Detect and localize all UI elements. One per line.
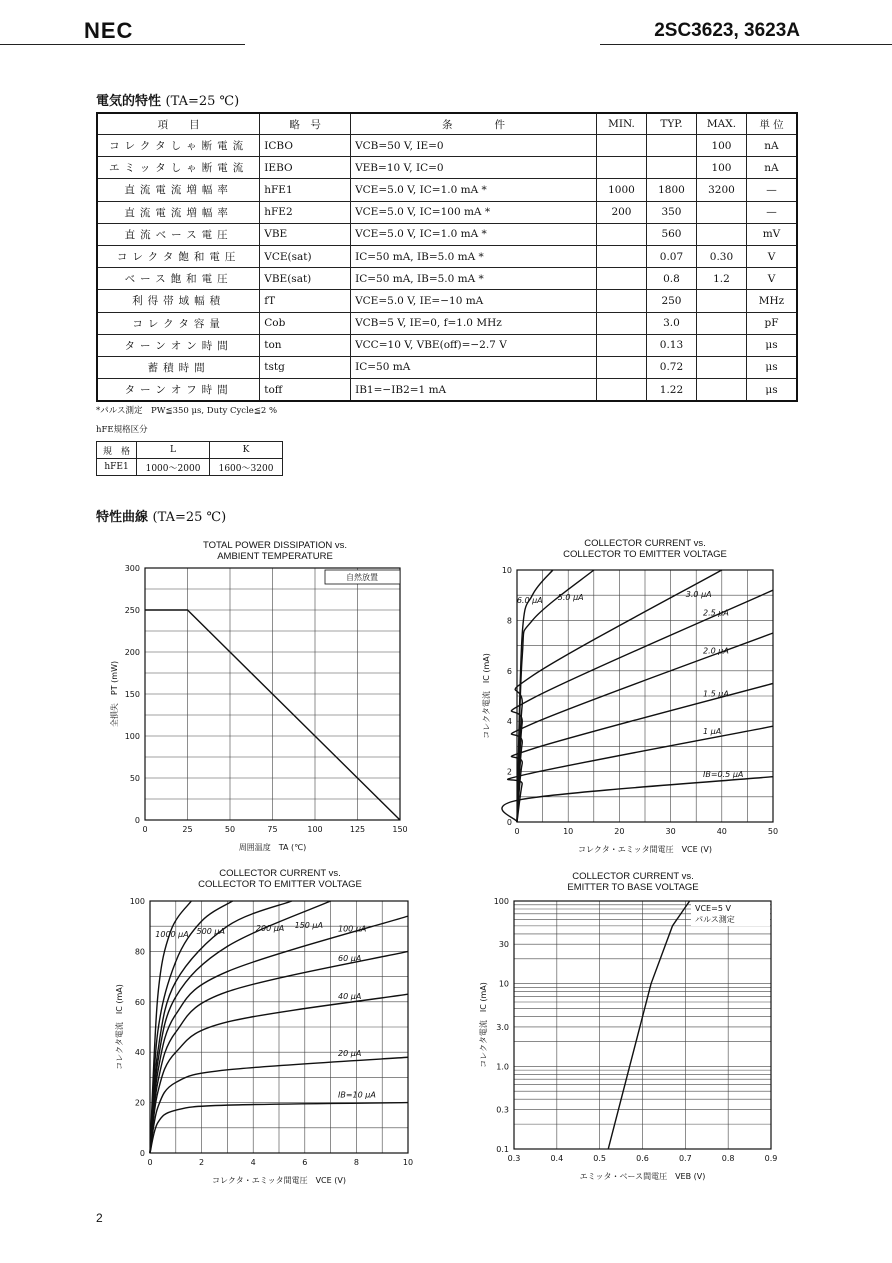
cell-item: 直流電流増幅率 bbox=[97, 201, 260, 223]
annotation: 自然放置 bbox=[346, 573, 378, 582]
cell-unit: μs bbox=[746, 379, 797, 402]
cell-typ: 560 bbox=[646, 223, 696, 245]
cell-typ: 0.13 bbox=[646, 334, 696, 356]
cell-unit: μs bbox=[746, 356, 797, 378]
x-tick-label: 10 bbox=[563, 827, 574, 836]
y-axis-label: 全損失 PT (mW) bbox=[110, 660, 119, 728]
x-tick-label: 40 bbox=[716, 827, 727, 836]
x-axis-label: エミッタ・ベース間電圧 VEB (V) bbox=[579, 1172, 706, 1181]
hfe-class-title: hFE規格区分 bbox=[96, 425, 148, 435]
hfe-class-r2: 1000～2000 bbox=[137, 459, 210, 476]
cell-unit: — bbox=[746, 201, 797, 223]
y-tick-label: 0 bbox=[506, 818, 512, 827]
cell-typ: 0.8 bbox=[646, 268, 696, 290]
cell-cond: VCE=5.0 V, IC=1.0 mA * bbox=[351, 179, 597, 201]
page-number: 2 bbox=[96, 1211, 103, 1225]
series-label: 20 μA bbox=[338, 1049, 362, 1059]
cell-item: コレクタしゃ断電流 bbox=[97, 135, 260, 157]
series-line bbox=[608, 901, 689, 1149]
y-tick-label: 10 bbox=[498, 979, 509, 989]
y-tick-label: 3.0 bbox=[496, 1022, 509, 1032]
cell-max: 1.2 bbox=[696, 268, 746, 290]
chart-title-line2: COLLECTOR TO EMITTER VOLTAGE bbox=[198, 879, 362, 890]
y-axis-label: コレクタ電流 IC (mA) bbox=[482, 653, 491, 739]
y-tick-label: 20 bbox=[134, 1098, 145, 1108]
cell-typ: 0.07 bbox=[646, 245, 696, 267]
hfe-class-r1: hFE1 bbox=[97, 459, 137, 476]
x-tick-label: 150 bbox=[392, 825, 408, 834]
cell-item: ターンオフ時間 bbox=[97, 379, 260, 402]
cell-typ: 0.72 bbox=[646, 356, 696, 378]
cell-cond: IC=50 mA, IB=5.0 mA * bbox=[351, 268, 597, 290]
y-tick-label: 0.3 bbox=[496, 1105, 509, 1115]
chart-title-line2: EMITTER TO BASE VOLTAGE bbox=[567, 882, 699, 893]
cell-max: 100 bbox=[696, 157, 746, 179]
cell-typ: 1800 bbox=[646, 179, 696, 201]
x-tick-label: 0.7 bbox=[678, 1154, 692, 1163]
cell-max: 100 bbox=[696, 135, 746, 157]
cell-typ: 3.0 bbox=[646, 312, 696, 334]
chart-title-line1: TOTAL POWER DISSIPATION vs. bbox=[202, 540, 348, 551]
cell-max: 3200 bbox=[696, 179, 746, 201]
x-tick-label: 0 bbox=[142, 825, 148, 834]
y-tick-label: 40 bbox=[134, 1048, 145, 1058]
section2-title-text: 特性曲線 bbox=[96, 510, 149, 525]
cell-item: コレクタ飽和電圧 bbox=[97, 245, 260, 267]
x-tick-label: 0.9 bbox=[764, 1154, 778, 1163]
cell-item: エミッタしゃ断電流 bbox=[97, 157, 260, 179]
cell-sym: Cob bbox=[260, 312, 351, 334]
y-tick-label: 30 bbox=[498, 940, 509, 950]
y-tick-label: 8 bbox=[506, 616, 512, 626]
y-tick-label: 150 bbox=[124, 690, 140, 699]
cell-unit: μs bbox=[746, 334, 797, 356]
cell-unit: nA bbox=[746, 157, 797, 179]
series-line bbox=[511, 633, 773, 822]
series-label: 60 μA bbox=[338, 954, 362, 964]
x-tick-label: 20 bbox=[614, 827, 625, 836]
cell-cond: VCB=5 V, IE=0, f=1.0 MHz bbox=[351, 312, 597, 334]
chart-title-line1: COLLECTOR CURRENT vs. bbox=[584, 538, 706, 549]
cell-cond: VCE=5.0 V, IE=−10 mA bbox=[351, 290, 597, 312]
y-tick-label: 4 bbox=[506, 717, 512, 727]
x-tick-label: 75 bbox=[267, 825, 278, 834]
cell-typ: 250 bbox=[646, 290, 696, 312]
x-tick-label: 0.5 bbox=[593, 1154, 607, 1163]
cell-unit: — bbox=[746, 179, 797, 201]
col-header-condition: 条 件 bbox=[351, 113, 597, 135]
cell-item: 直流ベース電圧 bbox=[97, 223, 260, 245]
x-tick-label: 125 bbox=[349, 825, 366, 834]
y-tick-label: 100 bbox=[129, 897, 145, 906]
x-tick-label: 2 bbox=[199, 1158, 205, 1167]
section-title-text: 電気的特性 bbox=[96, 94, 162, 109]
series-label: 1.5 μA bbox=[703, 689, 729, 699]
series-label: 1 μA bbox=[703, 726, 722, 736]
cell-unit: nA bbox=[746, 135, 797, 157]
chart-title-line2: AMBIENT TEMPERATURE bbox=[217, 551, 333, 562]
part-number: 2SC3623, 3623A bbox=[654, 20, 800, 41]
cell-sym: VBE bbox=[260, 223, 351, 245]
x-tick-label: 10 bbox=[402, 1158, 414, 1167]
hfe-class-h2: L bbox=[137, 442, 210, 459]
annotation: VCE=5 V bbox=[695, 904, 731, 913]
series-label: 1000 μA bbox=[155, 930, 189, 939]
cell-min: 1000 bbox=[596, 179, 646, 201]
hfe-class-h3: K bbox=[210, 442, 283, 459]
hfe-class-r3: 1600～3200 bbox=[210, 459, 283, 476]
y-tick-label: 0.1 bbox=[496, 1145, 509, 1154]
y-tick-label: 10 bbox=[501, 566, 512, 575]
col-header-min: MIN. bbox=[596, 113, 646, 135]
x-axis-label: 周囲温度 TA (℃) bbox=[238, 843, 307, 852]
y-tick-label: 50 bbox=[129, 774, 140, 783]
y-tick-label: 200 bbox=[124, 648, 140, 657]
series-label: 150 μA bbox=[294, 921, 323, 930]
hfe-class-h1: 規 格 bbox=[97, 442, 137, 459]
cell-sym: hFE2 bbox=[260, 201, 351, 223]
y-axis-label: コレクタ電流 IC (mA) bbox=[479, 982, 488, 1068]
col-header-symbol: 略 号 bbox=[260, 113, 351, 135]
x-tick-label: 25 bbox=[182, 825, 193, 834]
x-axis-label: コレクタ・エミッタ間電圧 VCE (V) bbox=[212, 1176, 346, 1185]
col-header-typ: TYP. bbox=[646, 113, 696, 135]
cell-unit: V bbox=[746, 245, 797, 267]
chart-title-line2: COLLECTOR TO EMITTER VOLTAGE bbox=[563, 549, 727, 560]
x-tick-label: 0.8 bbox=[721, 1154, 735, 1163]
cell-cond: VCE=5.0 V, IC=1.0 mA * bbox=[351, 223, 597, 245]
series-label: 2.0 μA bbox=[703, 646, 729, 656]
cell-sym: toff bbox=[260, 379, 351, 402]
cell-unit: V bbox=[746, 268, 797, 290]
cell-item: コレクタ容量 bbox=[97, 312, 260, 334]
x-tick-label: 0.6 bbox=[636, 1154, 649, 1163]
series-label: IB=10 μA bbox=[338, 1090, 376, 1100]
cell-item: 利得帯域幅積 bbox=[97, 290, 260, 312]
series-line bbox=[511, 683, 773, 822]
x-tick-label: 100 bbox=[307, 825, 323, 834]
series-label: 3.0 μA bbox=[685, 590, 712, 599]
cell-unit: pF bbox=[746, 312, 797, 334]
cell-sym: ICBO bbox=[260, 135, 351, 157]
cell-unit: MHz bbox=[746, 290, 797, 312]
cell-item: ターンオン時間 bbox=[97, 334, 260, 356]
y-axis-label: コレクタ電流 IC (mA) bbox=[115, 984, 124, 1070]
cell-sym: VBE(sat) bbox=[260, 268, 351, 290]
cell-typ: 350 bbox=[646, 201, 696, 223]
cell-cond: VCC=10 V, VBE(off)=−2.7 V bbox=[351, 334, 597, 356]
cell-cond: IB1=−IB2=1 mA bbox=[351, 379, 597, 402]
col-header-max: MAX. bbox=[696, 113, 746, 135]
y-tick-label: 0 bbox=[134, 816, 140, 825]
x-tick-label: 30 bbox=[665, 827, 676, 836]
x-tick-label: 0.3 bbox=[507, 1154, 521, 1163]
y-tick-label: 60 bbox=[134, 997, 145, 1007]
cell-sym: hFE1 bbox=[260, 179, 351, 201]
y-tick-label: 0 bbox=[139, 1149, 145, 1158]
cell-cond: VEB=10 V, IC=0 bbox=[351, 157, 597, 179]
x-axis-label: コレクタ・エミッタ間電圧 VCE (V) bbox=[578, 845, 712, 854]
series-label: 200 μA bbox=[255, 924, 285, 933]
section-condition: (TA=25 ℃) bbox=[165, 94, 240, 109]
y-tick-label: 1.0 bbox=[496, 1062, 509, 1072]
y-tick-label: 100 bbox=[493, 897, 509, 906]
cell-cond: IC=50 mA, IB=5.0 mA * bbox=[351, 245, 597, 267]
cell-cond: IC=50 mA bbox=[351, 356, 597, 378]
chart-title-line1: COLLECTOR CURRENT vs. bbox=[572, 871, 694, 882]
series-label: 2.5 μA bbox=[703, 608, 729, 618]
x-tick-label: 50 bbox=[224, 825, 236, 834]
cell-sym: fT bbox=[260, 290, 351, 312]
y-tick-label: 6 bbox=[506, 666, 512, 676]
x-tick-label: 8 bbox=[353, 1158, 359, 1167]
y-tick-label: 100 bbox=[124, 732, 140, 741]
series-label: 5.0 μA bbox=[557, 593, 584, 602]
nec-logo: NEC bbox=[84, 18, 134, 43]
x-tick-label: 6 bbox=[302, 1158, 308, 1167]
chart-title-line1: COLLECTOR CURRENT vs. bbox=[219, 868, 341, 879]
series-label: 100 μA bbox=[338, 924, 367, 934]
cell-item: 直流電流増幅率 bbox=[97, 179, 260, 201]
pulse-note: *パルス測定 PW≦350 μs, Duty Cycle≦2 % bbox=[96, 406, 278, 416]
y-tick-label: 80 bbox=[134, 947, 145, 957]
cell-typ: 1.22 bbox=[646, 379, 696, 402]
x-tick-label: 4 bbox=[250, 1158, 256, 1167]
cell-sym: tstg bbox=[260, 356, 351, 378]
cell-item: 蓄積時間 bbox=[97, 356, 260, 378]
cell-unit: mV bbox=[746, 223, 797, 245]
y-tick-label: 250 bbox=[124, 606, 140, 615]
section2-condition: (TA=25 ℃) bbox=[152, 510, 227, 525]
cell-max: 0.30 bbox=[696, 245, 746, 267]
series-label: IB=0.5 μA bbox=[703, 769, 744, 779]
series-label: 40 μA bbox=[338, 991, 362, 1001]
col-header-item: 項 目 bbox=[97, 113, 260, 135]
cell-sym: IEBO bbox=[260, 157, 351, 179]
x-tick-label: 0 bbox=[147, 1158, 153, 1167]
x-tick-label: 0 bbox=[514, 827, 520, 836]
x-tick-label: 0.4 bbox=[550, 1154, 564, 1163]
series-label: 500 μA bbox=[196, 927, 225, 936]
y-tick-label: 2 bbox=[506, 767, 512, 777]
series-label: 6.0 μA bbox=[516, 596, 543, 605]
cell-min: 200 bbox=[596, 201, 646, 223]
cell-cond: VCE=5.0 V, IC=100 mA * bbox=[351, 201, 597, 223]
annotation: パルス測定 bbox=[695, 915, 735, 924]
cell-sym: VCE(sat) bbox=[260, 245, 351, 267]
cell-sym: ton bbox=[260, 334, 351, 356]
x-tick-label: 50 bbox=[767, 827, 779, 836]
col-header-unit: 単 位 bbox=[746, 113, 797, 135]
cell-item: ベース飽和電圧 bbox=[97, 268, 260, 290]
cell-cond: VCB=50 V, IE=0 bbox=[351, 135, 597, 157]
y-tick-label: 300 bbox=[124, 564, 140, 573]
